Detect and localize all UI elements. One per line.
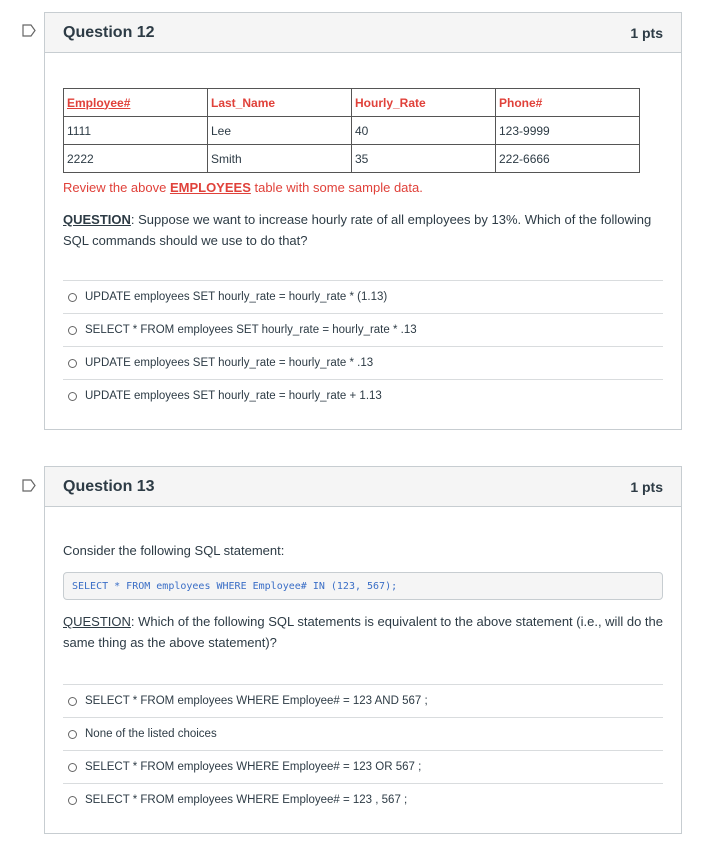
review-suffix: table with some sample data. bbox=[250, 180, 423, 195]
question-12-card bbox=[44, 12, 682, 430]
review-prefix: Review the above bbox=[63, 180, 170, 195]
table-header-row bbox=[64, 89, 640, 117]
review-note bbox=[63, 180, 423, 195]
question-13-header bbox=[45, 467, 681, 507]
radio-button[interactable] bbox=[68, 796, 77, 805]
question-label: QUESTION bbox=[63, 212, 131, 227]
answer-option[interactable] bbox=[63, 379, 663, 412]
radio-button[interactable] bbox=[68, 359, 77, 368]
table-cell: 123-9999 bbox=[496, 117, 640, 145]
table-cell: 2222 bbox=[64, 145, 208, 173]
radio-button[interactable] bbox=[68, 326, 77, 335]
question-label: QUESTION bbox=[63, 614, 131, 629]
answer-label: UPDATE employees SET hourly_rate = hourly_rate * .13 bbox=[85, 357, 374, 369]
answer-list bbox=[63, 684, 663, 816]
question-text: : Suppose we want to increase hourly rate of all employees by 13%. Which of the following SQL commands should we use to do that? bbox=[63, 212, 652, 248]
table-header-cell: Last_Name bbox=[208, 89, 352, 117]
answer-label: SELECT * FROM employees SET hourly_rate = hourly_rate * .13 bbox=[85, 324, 417, 336]
table-cell: Lee bbox=[208, 117, 352, 145]
answer-label: UPDATE employees SET hourly_rate = hourly_rate + 1.13 bbox=[85, 390, 382, 402]
answer-option[interactable] bbox=[63, 346, 663, 379]
answer-option[interactable] bbox=[63, 783, 663, 816]
radio-button[interactable] bbox=[68, 697, 77, 706]
answer-option[interactable] bbox=[63, 313, 663, 346]
sql-code-block bbox=[63, 572, 663, 600]
table-row bbox=[64, 117, 640, 145]
table-cell: Smith bbox=[208, 145, 352, 173]
answer-option[interactable] bbox=[63, 717, 663, 750]
answer-option[interactable] bbox=[63, 750, 663, 783]
sql-code: SELECT * FROM employees WHERE Employee# IN (123, 567); bbox=[72, 580, 398, 592]
question-text: : Which of the following SQL statements is equivalent to the above statement (i.e., will do the same thing as the above statement)? bbox=[63, 614, 663, 650]
answer-label: SELECT * FROM employees WHERE Employee# = 123 AND 567 ; bbox=[85, 695, 428, 707]
table-cell: 222-6666 bbox=[496, 145, 640, 173]
table-cell: 1111 bbox=[64, 117, 208, 145]
question-intro: Consider the following SQL statement: bbox=[63, 543, 285, 558]
question-points: 1 pts bbox=[630, 478, 663, 495]
radio-button[interactable] bbox=[68, 730, 77, 739]
flag-question-icon[interactable] bbox=[22, 479, 36, 492]
question-12-header bbox=[45, 13, 681, 53]
table-header-cell: Phone# bbox=[496, 89, 640, 117]
answer-label: UPDATE employees SET hourly_rate = hourly_rate * (1.13) bbox=[85, 291, 388, 303]
answer-label: SELECT * FROM employees WHERE Employee# = 123 OR 567 ; bbox=[85, 761, 422, 773]
answer-option[interactable] bbox=[63, 280, 663, 313]
answer-label: None of the listed choices bbox=[85, 728, 217, 740]
question-prompt bbox=[63, 209, 663, 251]
flag-question-icon[interactable] bbox=[22, 24, 36, 37]
table-row bbox=[64, 145, 640, 173]
table-header-cell: Employee# bbox=[64, 89, 208, 117]
employees-table bbox=[63, 88, 640, 173]
radio-button[interactable] bbox=[68, 392, 77, 401]
question-13-card bbox=[44, 466, 682, 834]
question-title: Question 12 bbox=[63, 23, 155, 41]
answer-option[interactable] bbox=[63, 684, 663, 717]
question-points: 1 pts bbox=[630, 24, 663, 41]
question-title: Question 13 bbox=[63, 477, 155, 495]
table-cell: 35 bbox=[352, 145, 496, 173]
table-header-cell: Hourly_Rate bbox=[352, 89, 496, 117]
answer-list bbox=[63, 280, 663, 412]
answer-label: SELECT * FROM employees WHERE Employee# = 123 , 567 ; bbox=[85, 794, 408, 806]
table-cell: 40 bbox=[352, 117, 496, 145]
question-prompt bbox=[63, 611, 663, 653]
review-table-name: EMPLOYEES bbox=[169, 180, 251, 195]
radio-button[interactable] bbox=[68, 293, 77, 302]
radio-button[interactable] bbox=[68, 763, 77, 772]
